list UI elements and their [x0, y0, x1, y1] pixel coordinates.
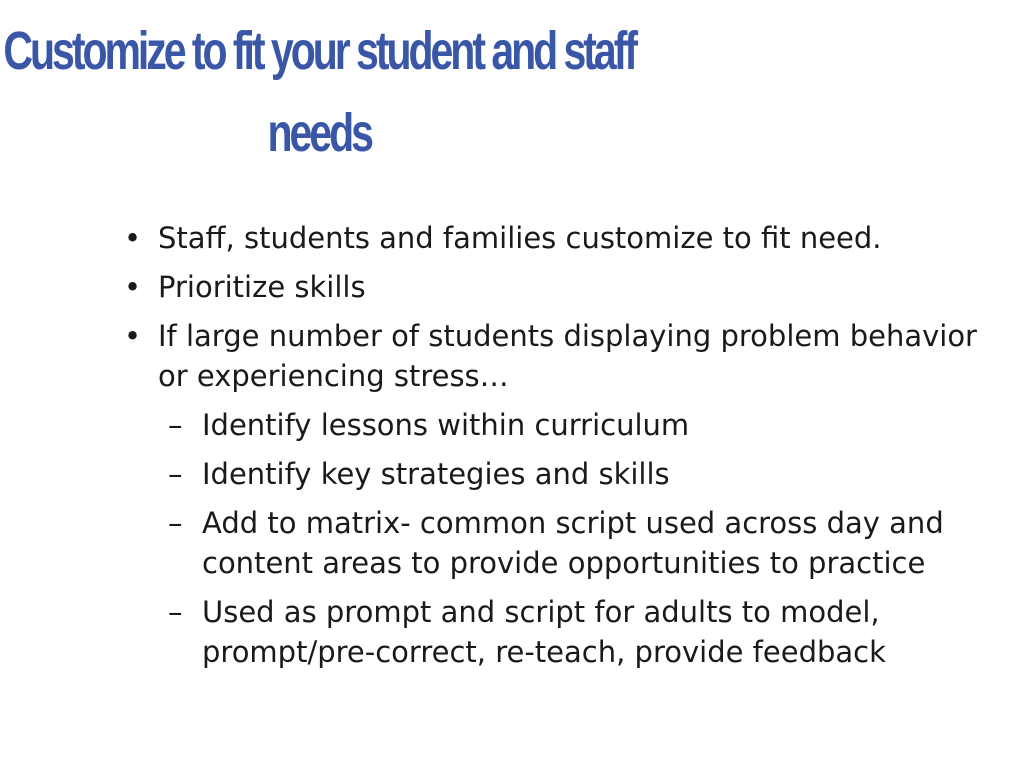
bullet-text: Staff, students and families customize to fit need.	[158, 221, 882, 255]
bullet-item	[120, 267, 1000, 307]
bullet-item	[120, 218, 1000, 258]
bullet-text: Prioritize skills	[158, 270, 366, 304]
slide-title-line-1: Customize to fit your student and staff	[3, 21, 635, 81]
sub-bullet-text: Add to matrix- common script used across day and content areas to provide opportunities to practice	[202, 506, 944, 580]
sub-bullet-item	[158, 503, 1000, 583]
sub-bullet-item	[158, 405, 1000, 445]
bullet-marker: •	[124, 270, 142, 304]
sub-bullet-item	[158, 454, 1000, 494]
sub-bullet-marker: –	[168, 595, 183, 629]
sub-bullet-marker: –	[168, 457, 183, 491]
bullet-text: If large number of students displaying problem behavior or experiencing stress…	[158, 319, 977, 393]
slide-title	[0, 10, 638, 174]
slide-title-line-2: needs	[267, 103, 371, 163]
sub-bullet-text: Used as prompt and script for adults to model, prompt/pre-correct, re-teach, provide feedback	[202, 595, 886, 669]
bullet-marker: •	[124, 221, 142, 255]
sub-bullet-marker: –	[168, 408, 183, 442]
sub-bullet-list	[158, 405, 1000, 672]
sub-bullet-text: Identify lessons within curriculum	[202, 408, 690, 442]
sub-bullet-text: Identify key strategies and skills	[202, 457, 670, 491]
bullet-list	[120, 218, 1000, 681]
sub-bullet-item	[158, 592, 1000, 672]
bullet-marker: •	[124, 319, 142, 353]
sub-bullet-marker: –	[168, 506, 183, 540]
bullet-item	[120, 316, 1000, 672]
